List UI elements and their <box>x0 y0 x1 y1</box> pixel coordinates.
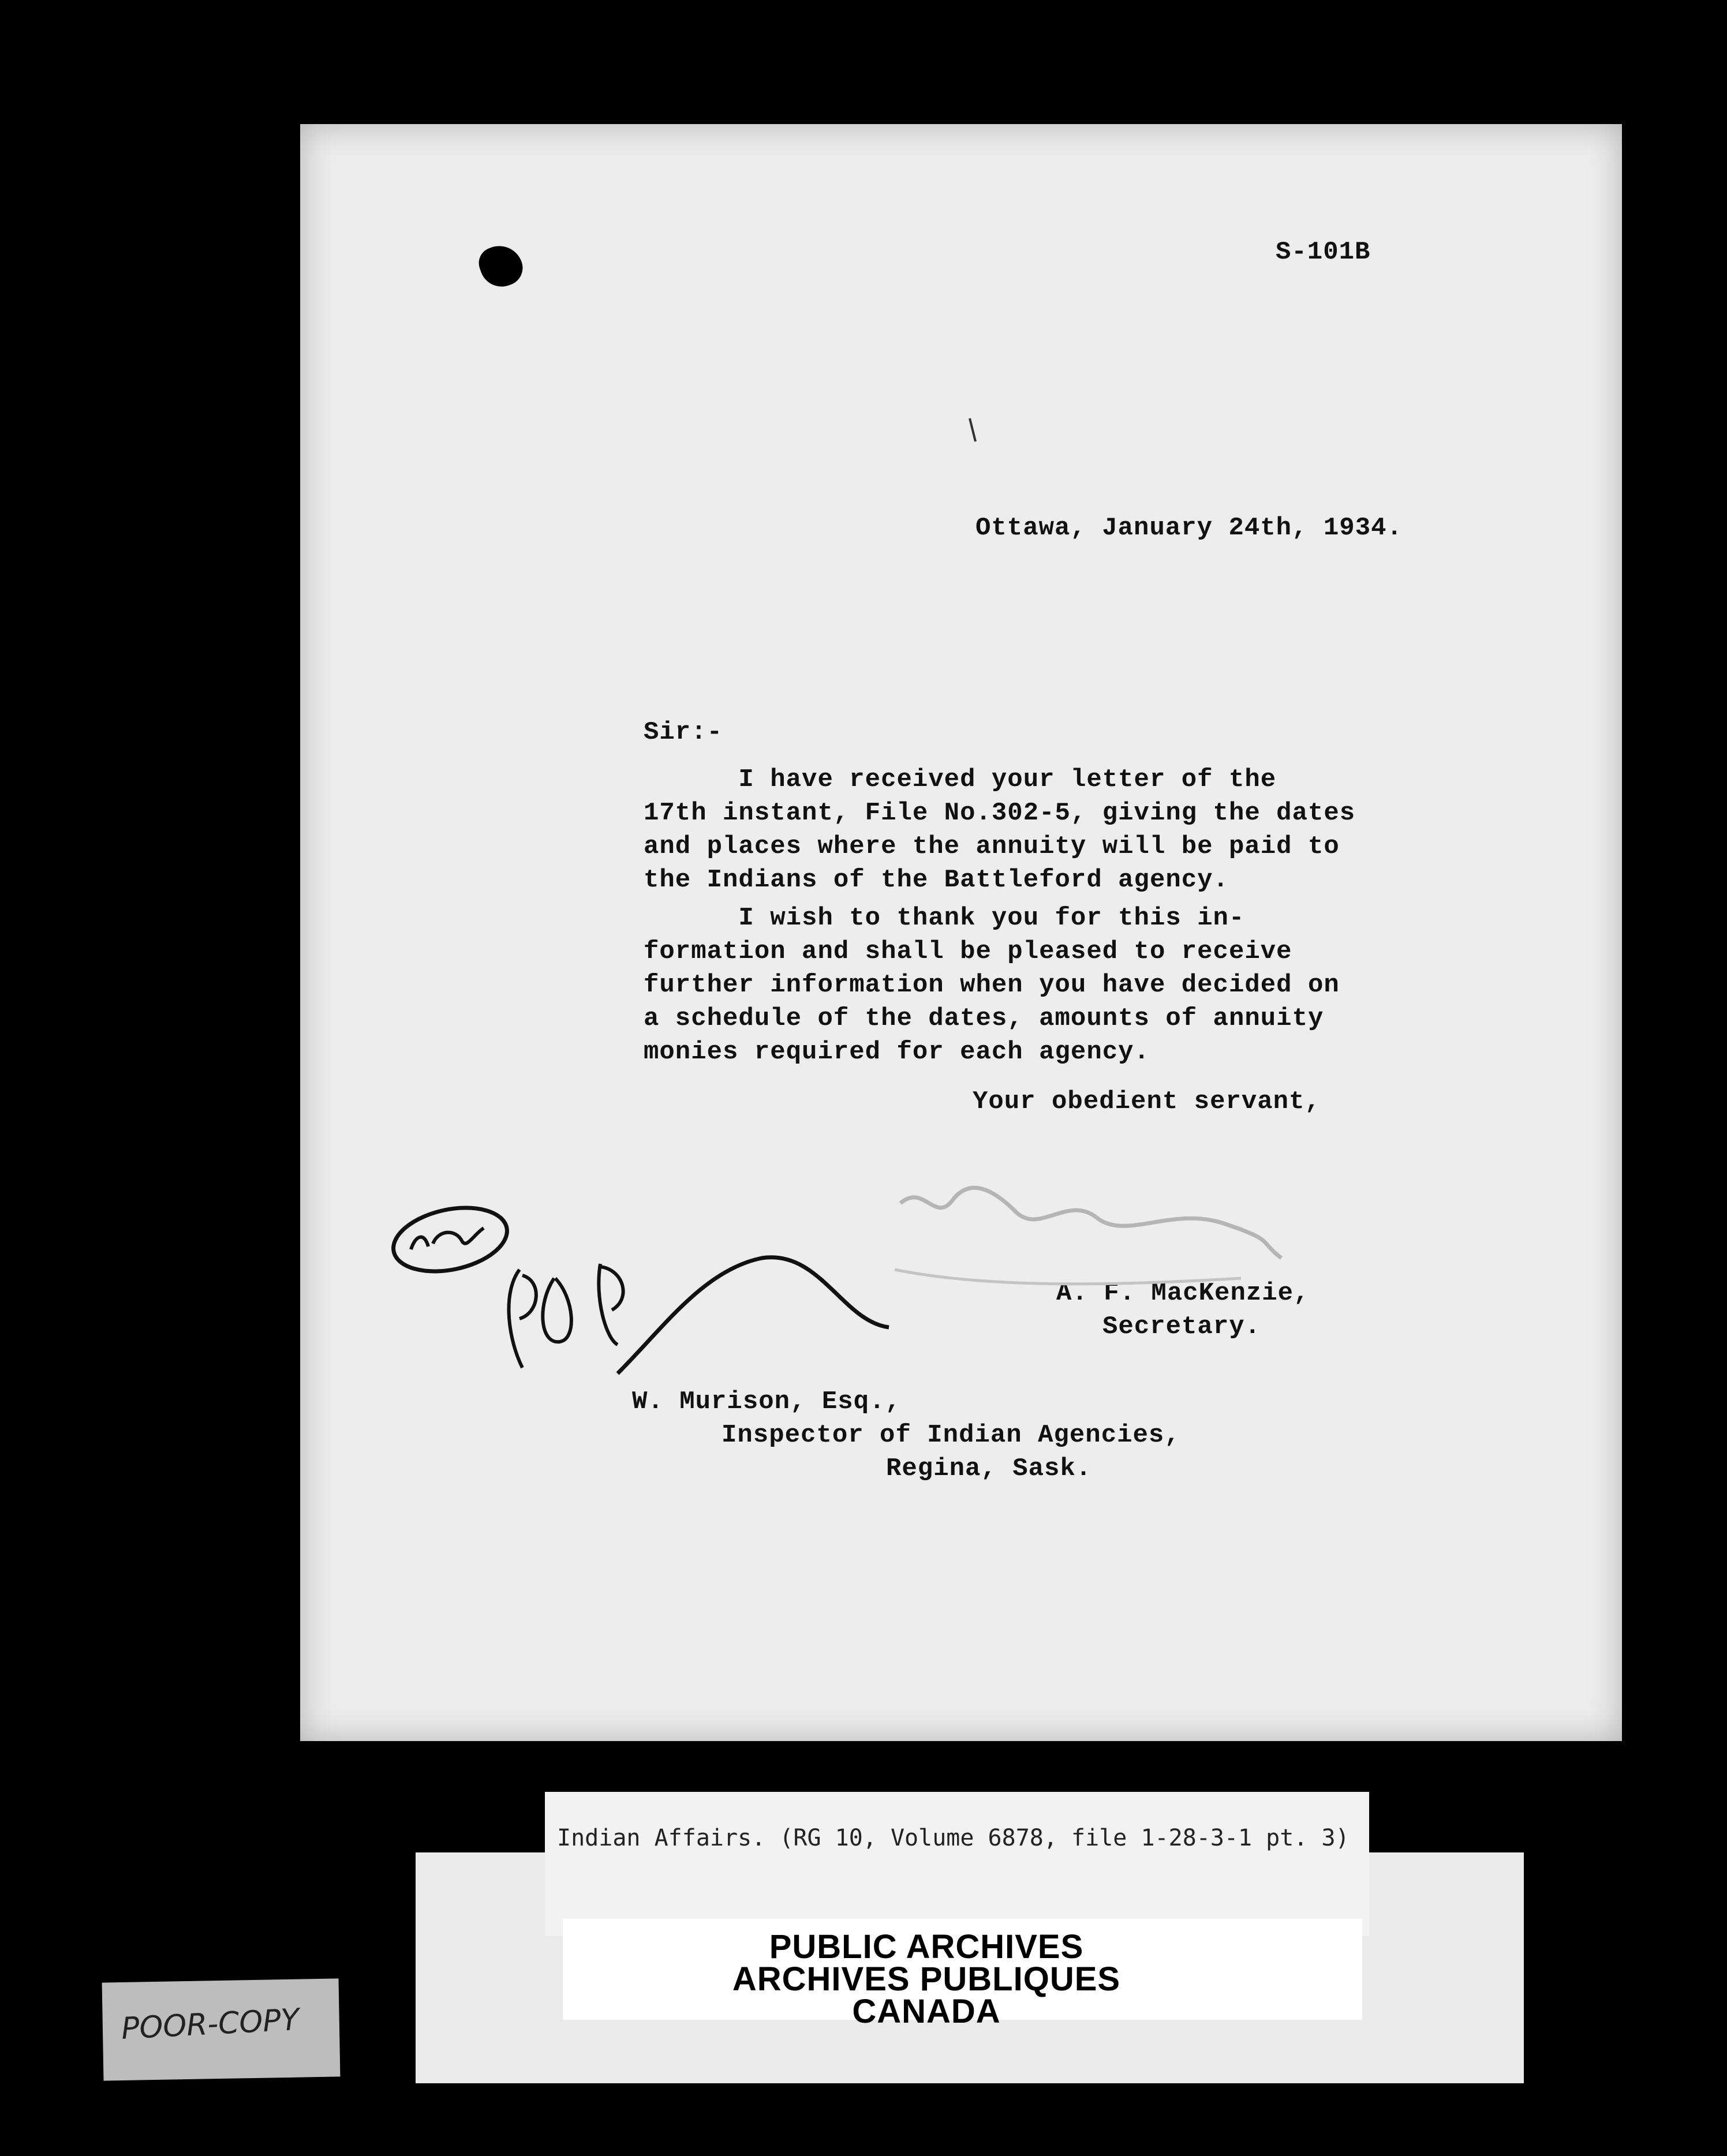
body-line: the Indians of the Battleford agency. <box>644 866 1229 894</box>
stamp-line: CANADA <box>852 1993 1001 2030</box>
citation-card <box>545 1792 1369 1936</box>
signatory-name: A. F. MacKenzie, <box>1056 1279 1310 1308</box>
dateline: Ottawa, January 24th, 1934. <box>975 514 1403 542</box>
recipient-location: Regina, Sask. <box>886 1454 1092 1483</box>
body-line: 17th instant, File No.302-5, giving the dates <box>644 799 1356 828</box>
body-line: I wish to thank you for this in- <box>644 904 1245 933</box>
recipient-title: Inspector of Indian Agencies, <box>722 1421 1180 1450</box>
stamp-line: ARCHIVES PUBLIQUES <box>732 1960 1121 1998</box>
body-line: I have received your letter of the <box>644 765 1277 794</box>
recipient-name: W. Murison, Esq., <box>632 1387 901 1416</box>
closing: Your obedient servant, <box>973 1087 1321 1116</box>
handwritten-initials <box>509 1264 623 1368</box>
body-line: further information when you have decided on <box>644 971 1340 1000</box>
file-reference: S-101B <box>1276 238 1371 267</box>
archive-citation: Indian Affairs. (RG 10, Volume 6878, file 1-28-3-1 pt. 3) <box>557 1825 1350 1851</box>
circled-initials <box>387 1198 513 1281</box>
salutation: Sir:- <box>644 718 723 747</box>
body-line: monies required for each agency. <box>644 1038 1150 1066</box>
body-line: a schedule of the dates, amounts of annuity <box>644 1004 1324 1033</box>
swoosh-mark <box>618 1257 889 1373</box>
body-line: and places where the annuity will be paid to <box>644 832 1340 861</box>
poor-copy-text: POOR-COPY <box>120 2002 300 2047</box>
faint-signature <box>900 1188 1281 1258</box>
stamp-line: PUBLIC ARCHIVES <box>769 1928 1084 1966</box>
signatory-title: Secretary. <box>1102 1312 1261 1341</box>
body-line: formation and shall be pleased to receive <box>644 937 1292 966</box>
